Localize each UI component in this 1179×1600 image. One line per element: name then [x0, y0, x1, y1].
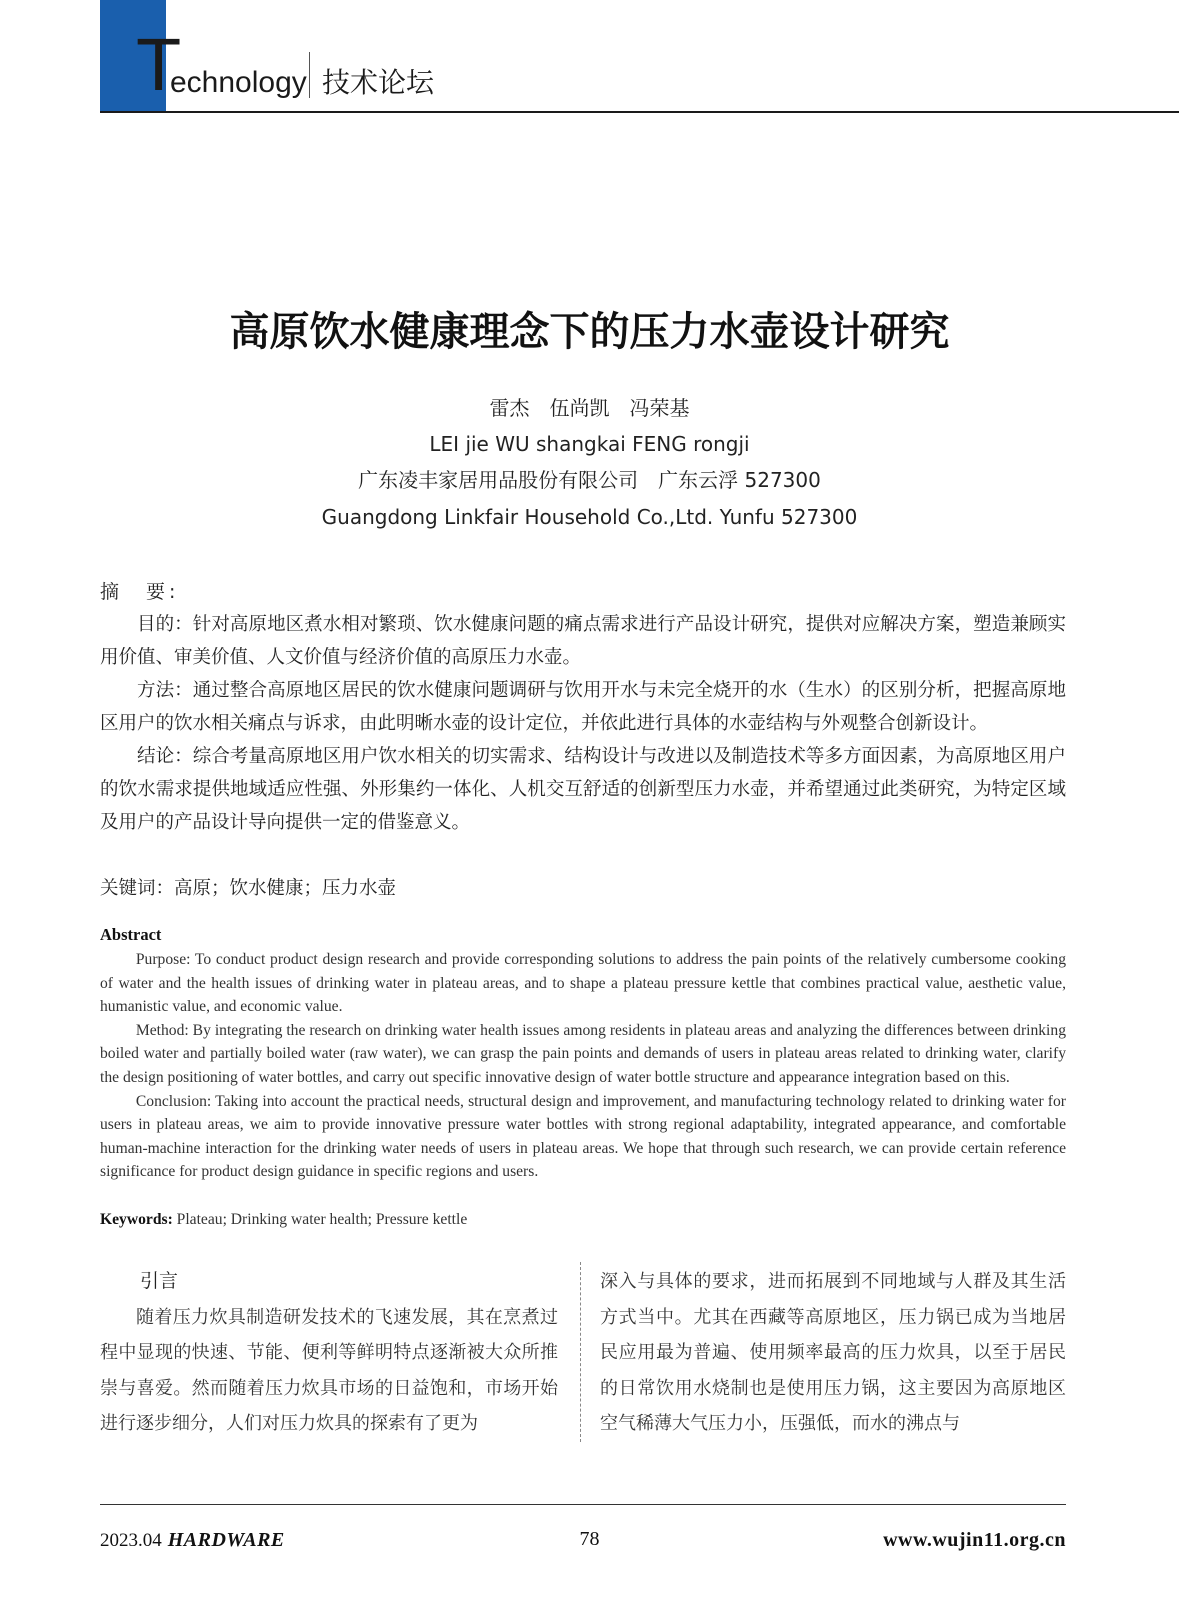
- keywords-en-value: Plateau; Drinking water health; Pressure kettle: [176, 1211, 468, 1228]
- footer-issue-date: 2023.04: [100, 1530, 162, 1551]
- article-title: 高原饮水健康理念下的压力水壶设计研究: [229, 309, 950, 355]
- abstract-en-purpose: Purpose: To conduct product design research and provide corresponding solutions to address the pain points of the relatively cumbersome cooking of water and the health issues of drinking water in plateau areas, and to shape a plateau pressure kettle that combines practical value, aesthetic value, humanistic value, and economic value.: [100, 951, 1066, 1016]
- abstract-en-conclusion: Conclusion: Taking into account the practical needs, structural design and improvement, and manufacturing technology related to drinking water for users in plateau areas, we aim to provide innovative pressure water bottles with strong regional adaptability, integrated appearance, and comfortable human-machine interaction for the drinking water needs of users in plateau areas. We hope that through such research, we can provide certain reference significance for product design guidance in specific regions and users.: [100, 1092, 1066, 1181]
- body-left-paragraph: 随着压力炊具制造研发技术的飞速发展，其在烹煮过程中显现的快速、节能、便利等鲜明特点逐渐被大众所推崇与喜爱。然而随着压力炊具市场的日益饱和，市场开始进行逐步细分，人们对压力炊具的探索有了更为: [100, 1306, 558, 1434]
- affiliation-cn: 广东凌丰家居用品股份有限公司 广东云浮 527300: [358, 468, 821, 492]
- body-column-right: [600, 1264, 1066, 1442]
- abstract-cn: [100, 608, 1066, 839]
- page-number: 78: [579, 1528, 600, 1550]
- header-brand-initial: T: [136, 23, 182, 106]
- abstract-cn-heading: 摘 要:: [100, 581, 180, 603]
- abstract-cn-method: 方法：通过整合高原地区居民的饮水健康问题调研与饮用开水与未完全烧开的水（生水）的区别分析，把握高原地区用户的饮水相关痛点与诉求，由此明晰水壶的设计定位，并依此进行具体的水壶结构与外观整合创新设计。: [100, 680, 1066, 734]
- column-divider: [580, 1262, 581, 1442]
- abstract-en-method: Method: By integrating the research on drinking water health issues among residents in plateau areas and analyzing the differences between drinking boiled water and partially boiled water (raw water), we can grasp the pain points and demands of users in plateau areas related to drinking water, clarify the design positioning of water bottles, and carry out specific innovative design of water bottle structure and appearance integration based on this.: [100, 1021, 1066, 1086]
- header-section-label: 技术论坛: [322, 66, 435, 99]
- keywords-cn: [100, 874, 1066, 904]
- authors-cn: 雷杰 伍尚凯 冯荣基: [489, 396, 690, 420]
- abstract-en: [100, 948, 1066, 1184]
- affiliation-en: Guangdong Linkfair Household Co.,Ltd. Yunfu 527300: [321, 505, 858, 529]
- header-separator: [309, 52, 310, 98]
- keywords-cn-label: 关键词：: [100, 878, 175, 899]
- footer-url: www.wujin11.org.cn: [883, 1529, 1066, 1551]
- abstract-cn-conclusion: 结论：综合考量高原地区用户饮水相关的切实需求、结构设计与改进以及制造技术等多方面因素，为高原地区用户的饮水需求提供地域适应性强、外形集约一体化、人机交互舒适的创新型压力水壶，并希望通过此类研究，为特定区域及用户的产品设计导向提供一定的借鉴意义。: [100, 746, 1066, 833]
- body-column-left: [100, 1264, 558, 1442]
- abstract-cn-purpose: 目的：针对高原地区煮水相对繁琐、饮水健康问题的痛点需求进行产品设计研究，提供对应解决方案，塑造兼顾实用价值、审美价值、人文价值与经济价值的高原压力水壶。: [100, 614, 1066, 668]
- keywords-cn-value: 高原；饮水健康；压力水壶: [174, 878, 397, 899]
- header-rule: [100, 111, 1179, 113]
- abstract-en-heading: Abstract: [100, 925, 162, 944]
- intro-heading: 引言: [140, 1270, 179, 1292]
- authors-en: LEI jie WU shangkai FENG rongji: [429, 432, 750, 456]
- keywords-en: [100, 1209, 1066, 1231]
- header-brand-text: echnology: [170, 66, 307, 99]
- footer-magazine-name: HARDWARE: [167, 1529, 285, 1551]
- footer-rule: [100, 1504, 1066, 1505]
- keywords-en-label: Keywords:: [100, 1211, 173, 1228]
- body-right-paragraph: 深入与具体的要求，进而拓展到不同地域与人群及其生活方式当中。尤其在西藏等高原地区，压力锅已成为当地居民应用最为普遍、使用频率最高的压力炊具，以至于居民的日常饮用水烧制也是使用压力锅，这主要因为高原地区空气稀薄大气压力小，压强低，而水的沸点与: [600, 1271, 1066, 1434]
